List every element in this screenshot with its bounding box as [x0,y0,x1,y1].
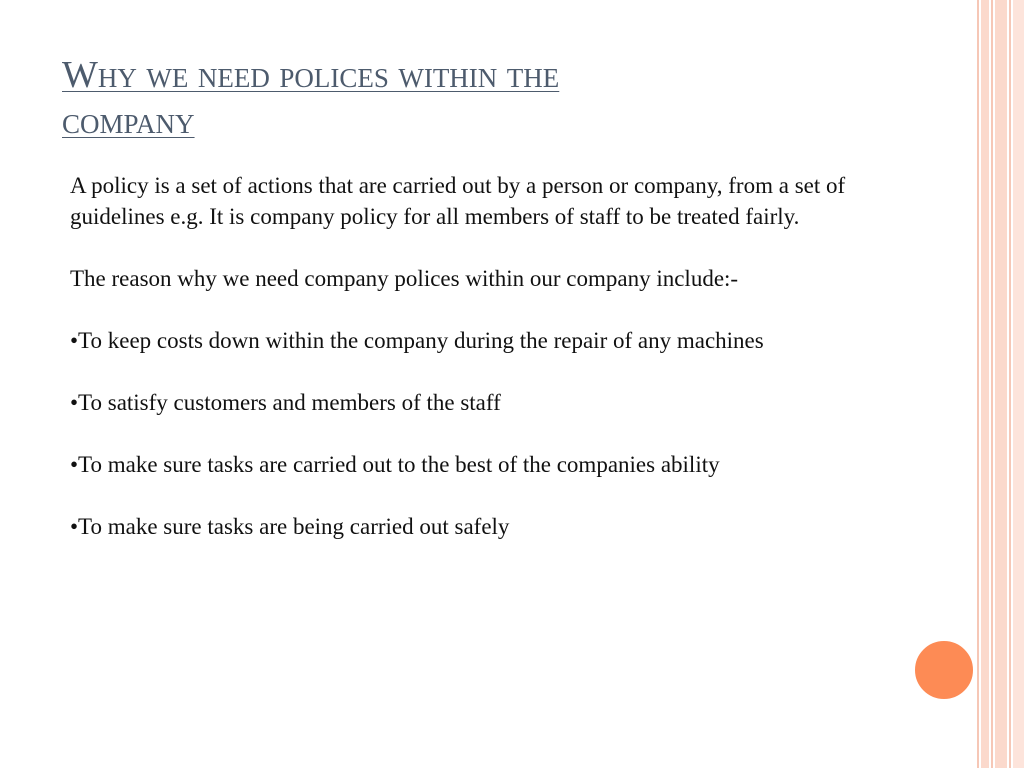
title-line-2: company [62,100,195,142]
decor-stripe [977,0,979,768]
body-paragraph: The reason why we need company polices within our company include:- [70,266,739,291]
bullet-item: •To make sure tasks are carried out to the best of the companies ability [70,452,720,477]
decor-stripe [981,0,989,768]
decor-stripe [991,0,993,768]
decor-stripe [995,0,1007,768]
title-line-1: Why we need polices within the [62,54,560,96]
slide-title [62,52,822,144]
slide-body [70,170,870,542]
bullet-item: •To make sure tasks are being carried out safely [70,514,510,539]
accent-circle [913,639,975,701]
decor-stripe [1009,0,1011,768]
bullet-item: •To satisfy customers and members of the staff [70,390,501,415]
decor-stripe [1013,0,1024,768]
body-paragraph: A policy is a set of actions that are carried out by a person or company, from a set of guidelines e.g. It is company policy for all members of staff to be treated fairly. [70,173,846,229]
bullet-item: •To keep costs down within the company during the repair of any machines [70,328,764,353]
